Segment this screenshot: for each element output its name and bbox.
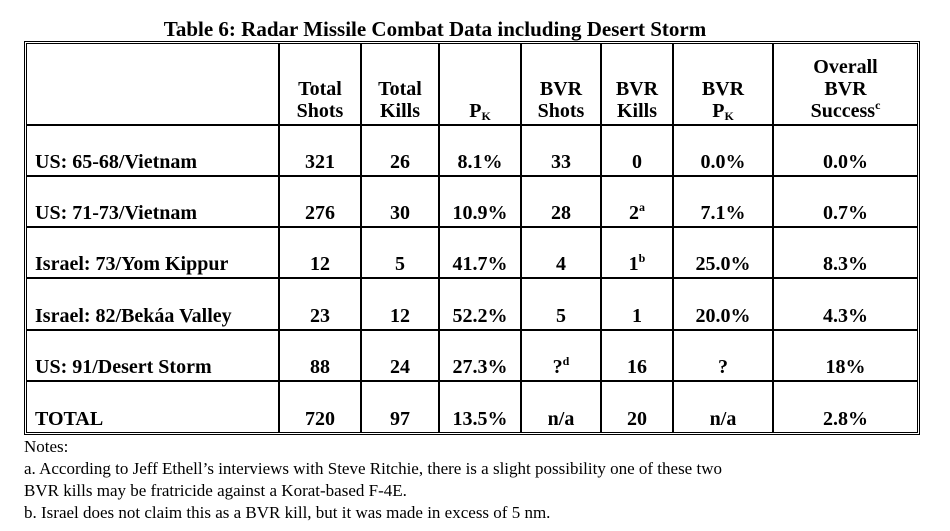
total-shots-cell: 12 [279, 227, 361, 278]
header-bvr-kills: BVR Kills [601, 44, 673, 125]
table-title: Table 6: Radar Missile Combat Data including Desert Storm [163, 17, 707, 41]
header-total-kills: Total Kills [361, 44, 439, 125]
combat-data-table [27, 44, 917, 432]
table-row [27, 227, 917, 278]
total-shots-cell: 23 [279, 278, 361, 329]
bvr-pk-cell: ? [673, 330, 773, 381]
bvr-shots-cell: 28 [521, 176, 601, 227]
footnote-marker: a [639, 200, 645, 215]
total-kills-cell: 5 [361, 227, 439, 278]
bvr-pk-cell: 0.0% [673, 125, 773, 176]
combat-data-table-frame [24, 41, 920, 435]
bvr-kills-cell: 2$^a$ [601, 176, 673, 227]
header-bvr-pk: BVR $P_K$ [673, 44, 773, 125]
total-kills-cell: 24 [361, 330, 439, 381]
pk-cell: 52.2% [439, 278, 521, 329]
note-a-line2: BVR kills may be fratricide against a Korat-based F-4E. [24, 481, 407, 500]
total-kills-cell: 97 [361, 381, 439, 432]
overall-success-cell: 0.7% [773, 176, 917, 227]
bvr-shots-cell: ?$^d$ [521, 330, 601, 381]
table-row [27, 330, 917, 381]
overall-success-cell: 0.0% [773, 125, 917, 176]
overall-success-cell: 8.3% [773, 227, 917, 278]
pk-cell: 13.5% [439, 381, 521, 432]
row-label: US: 91/Desert Storm [27, 330, 279, 381]
bvr-kills-cell: 20 [601, 381, 673, 432]
row-label: Israel: 73/Yom Kippur [27, 227, 279, 278]
total-kills-cell: 30 [361, 176, 439, 227]
footnote-marker: b [638, 251, 646, 266]
total-shots-cell: 720 [279, 381, 361, 432]
footnote-marker: d [562, 353, 570, 368]
note-b: b. Israel does not claim this as a BVR kill, but it was made in excess of 5 nm. [24, 503, 551, 522]
overall-success-cell: 18% [773, 330, 917, 381]
notes-section [24, 436, 924, 524]
bvr-pk-cell: 25.0% [673, 227, 773, 278]
row-label: TOTAL [27, 381, 279, 432]
bvr-shots-cell: 4 [521, 227, 601, 278]
header-row [27, 44, 917, 125]
table-row-total [27, 381, 917, 432]
table-row [27, 125, 917, 176]
pk-cell: 41.7% [439, 227, 521, 278]
header-pk: $P_K$ [439, 44, 521, 125]
bvr-kills-cell: 1 [601, 278, 673, 329]
total-shots-cell: 88 [279, 330, 361, 381]
bvr-pk-cell: 20.0% [673, 278, 773, 329]
bvr-pk-cell: n/a [673, 381, 773, 432]
row-label: Israel: 82/Bekáa Valley [27, 278, 279, 329]
row-label: US: 65-68/Vietnam [27, 125, 279, 176]
note-a-line1: a. According to Jeff Ethell’s interviews with Steve Ritchie, there is a slight possibility one of these two [24, 459, 722, 478]
pk-cell: 8.1% [439, 125, 521, 176]
header-total-shots: Total Shots [279, 44, 361, 125]
header-overall-bvr-success: Overall BVR Success$^c$ [773, 44, 917, 125]
table-row [27, 176, 917, 227]
header-bvr-shots: BVR Shots [521, 44, 601, 125]
bvr-kills-cell: 0 [601, 125, 673, 176]
bvr-kills-cell: 16 [601, 330, 673, 381]
pk-cell: 27.3% [439, 330, 521, 381]
bvr-shots-cell: n/a [521, 381, 601, 432]
total-kills-cell: 12 [361, 278, 439, 329]
bvr-pk-cell: 7.1% [673, 176, 773, 227]
total-shots-cell: 276 [279, 176, 361, 227]
overall-success-cell: 4.3% [773, 278, 917, 329]
total-kills-cell: 26 [361, 125, 439, 176]
total-shots-cell: 321 [279, 125, 361, 176]
bvr-shots-cell: 33 [521, 125, 601, 176]
bvr-kills-cell: 1$^b$ [601, 227, 673, 278]
table-row [27, 278, 917, 329]
overall-success-cell: 2.8% [773, 381, 917, 432]
header-label-column [27, 44, 279, 125]
row-label: US: 71-73/Vietnam [27, 176, 279, 227]
notes-heading: Notes: [24, 437, 69, 456]
bvr-shots-cell: 5 [521, 278, 601, 329]
pk-cell: 10.9% [439, 176, 521, 227]
